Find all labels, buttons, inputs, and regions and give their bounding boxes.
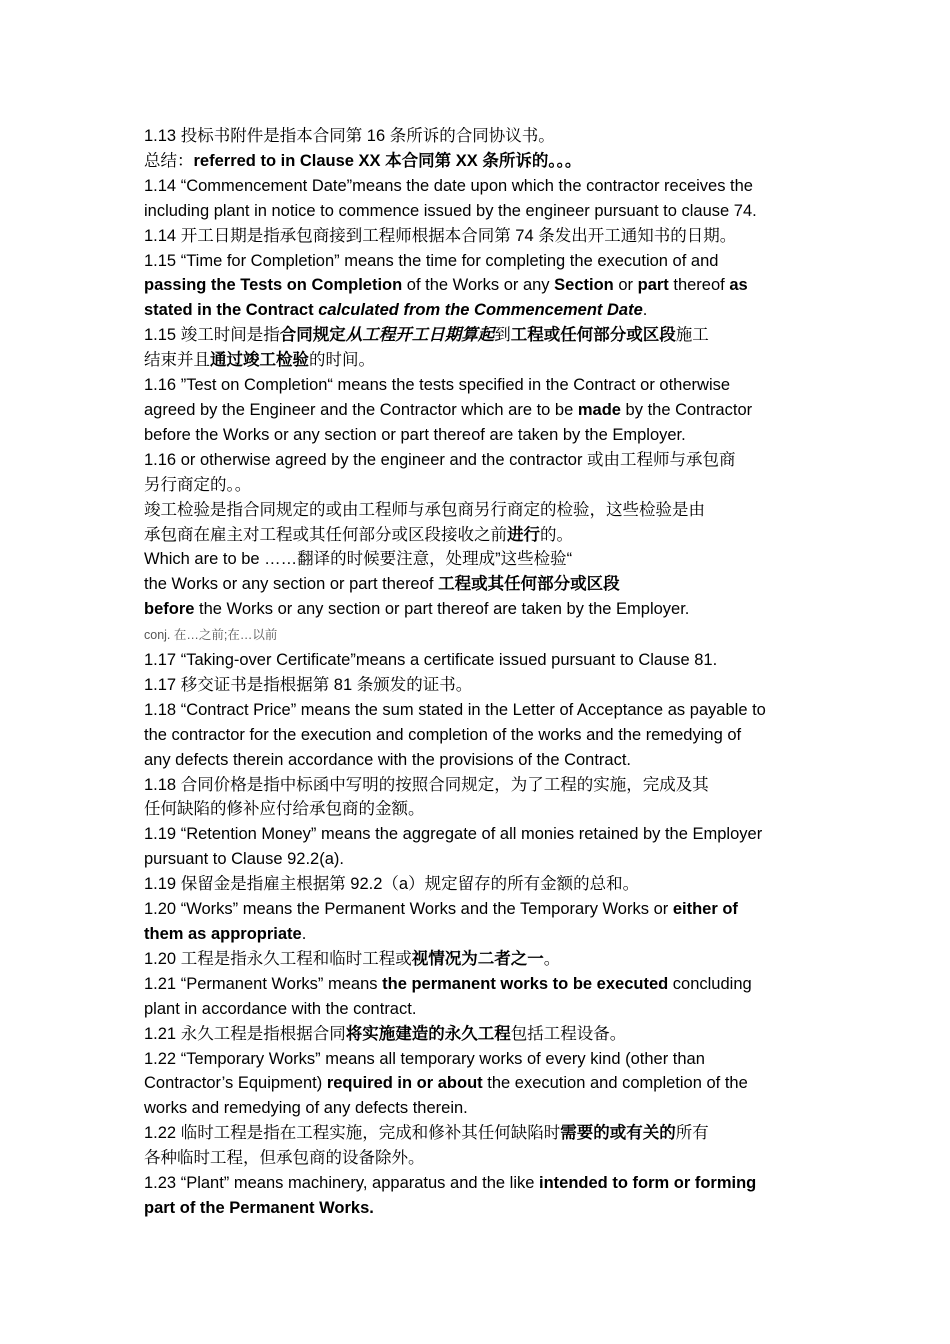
text-run: 1.20 “Works” means the Permanent Works and the Temporary Works or [144, 900, 673, 919]
text-line [144, 1171, 834, 1196]
text-run: 1.16 ”Test on Completion“ means the tests specified in the Contract or otherwise [144, 376, 731, 395]
text-line [144, 1096, 834, 1121]
text-line [144, 124, 834, 149]
text-run: 任何缺陷的修补应付给承包商的金额。 [144, 800, 425, 819]
text-run: 1.18 “Contract Price” means the sum stated in the Letter of Acceptance as payable to [144, 700, 766, 719]
text-run: or [613, 276, 638, 295]
text-line [144, 1146, 834, 1171]
text-run: 承包商在雇主对工程或其任何部分或区段接收之前 [144, 525, 507, 544]
text-line [144, 149, 834, 174]
text-run: Which are to be ……翻译的时候要注意，处理成”这些检验“ [144, 550, 573, 569]
text-run: 1.14 开工日期是指承包商接到工程师根据本合同第 74 条发出开工通知书的日期。 [144, 226, 737, 245]
text-run: 另行商定的。。 [144, 475, 252, 494]
text-run: 1.16 or otherwise agreed by the engineer and the contractor 或由工程师与承包商 [144, 450, 736, 469]
text-run: . [642, 301, 648, 320]
text-run: 1.22 临时工程是指在工程实施，完成和修补其任何缺陷时 [144, 1124, 561, 1143]
text-line [144, 773, 834, 798]
text-line [144, 673, 834, 698]
text-run: the execution and completion of the [482, 1074, 748, 1093]
text-line [144, 1022, 834, 1047]
text-run: 1.15 竣工时间是指 [144, 326, 280, 345]
text-line [144, 547, 834, 572]
text-line [144, 648, 834, 673]
text-run: part [637, 276, 669, 295]
text-line [144, 473, 834, 498]
text-run: as [729, 276, 748, 295]
text-run: the contractor for the execution and completion of the works and the remedying of [144, 725, 742, 744]
text-line [144, 298, 834, 323]
text-run: part of the Permanent Works. [144, 1198, 374, 1217]
text-line [144, 748, 834, 773]
text-run: 1.21 “Permanent Works” means [144, 974, 383, 993]
text-run: of the Works or any [402, 276, 555, 295]
text-line [144, 398, 834, 423]
text-run: including plant in notice to commence issued by the engineer pursuant to clause 74. [144, 201, 757, 220]
text-run: pursuant to Clause 92.2(a). [144, 850, 344, 869]
text-line [144, 174, 834, 199]
text-run: 1.18 合同价格是指中标函中写明的按照合同规定，为了工程的实施，完成及其 [144, 775, 709, 794]
text-line [144, 224, 834, 249]
text-line [144, 947, 834, 972]
text-run: 到 [494, 326, 511, 345]
text-run: 施工 [675, 326, 709, 345]
text-run: 需要的或有关的 [560, 1124, 676, 1143]
text-run: Section [554, 276, 614, 295]
text-line [144, 572, 834, 597]
text-line [144, 698, 834, 723]
text-run: 1.19 “Retention Money” means the aggregate of all monies retained by the Employer [144, 825, 763, 844]
text-run: concluding [668, 974, 752, 993]
text-line [144, 1047, 834, 1072]
text-line [144, 1196, 834, 1221]
text-run: 工程或其任何部分或区段 [438, 575, 620, 594]
text-run: required in or about [326, 1074, 483, 1093]
text-run: 视情况为二者之一 [411, 949, 544, 968]
text-run: before the Works or any section or part thereof are taken by the Employer. [144, 425, 686, 444]
text-run: the Works or any section or part thereof are taken by the Employer. [194, 600, 690, 619]
text-run: passing the Tests on Completion [144, 276, 403, 295]
text-line [144, 423, 834, 448]
text-run: 1.17 移交证书是指根据第 81 条颁发的证书。 [144, 675, 473, 694]
text-run: 工程或任何部分或区段 [510, 326, 676, 345]
text-line [144, 273, 834, 298]
text-run: 1.15 “Time for Completion” means the time for completing the execution of and [144, 251, 719, 270]
text-line [144, 373, 834, 398]
text-run: 1.19 保留金是指雇主根据第 92.2（a）规定留存的所有金额的总和。 [144, 875, 640, 894]
text-line [144, 723, 834, 748]
text-run: Contractor’s Equipment) [144, 1074, 327, 1093]
text-run: 1.23 “Plant” means machinery, apparatus and the like [144, 1174, 539, 1193]
text-run: 的时间。 [309, 351, 375, 370]
text-run: thereof [668, 276, 730, 295]
text-line [144, 448, 834, 473]
text-line [144, 323, 834, 348]
text-run: works and remedying of any defects therein. [144, 1099, 468, 1118]
text-run: 将实施建造的永久工程 [345, 1024, 511, 1043]
text-run: 。 [543, 949, 561, 968]
text-run: 1.21 永久工程是指根据合同 [144, 1024, 346, 1043]
text-run: by the Contractor [620, 400, 753, 419]
text-run: agreed by the Engineer and the Contractor which are to be [144, 400, 578, 419]
text-line [144, 822, 834, 847]
text-line [144, 922, 834, 947]
text-run: plant in accordance with the contract. [144, 999, 417, 1018]
text-line [144, 797, 834, 822]
text-run: 各种临时工程，但承包商的设备除外。 [144, 1149, 425, 1168]
text-run: conj. 在…之前;在…以前 [144, 628, 278, 643]
text-line [144, 997, 834, 1022]
text-run: 总结： [144, 151, 194, 170]
text-run: stated in the Contract [144, 301, 319, 320]
text-line [144, 249, 834, 274]
text-run: 从工程开工日期算起 [345, 326, 495, 345]
text-run: 合同规定 [279, 326, 346, 345]
text-run: the Works or any section or part thereof [144, 575, 439, 594]
text-run: 1.14 “Commencement Date”means the date upon which the contractor receives the [144, 176, 753, 195]
text-run: 1.17 “Taking-over Certificate”means a certificate issued pursuant to Clause 81. [144, 651, 718, 670]
text-run: them as appropriate [144, 925, 302, 943]
text-run: 1.22 “Temporary Works” means all temporary works of every kind (other than [144, 1049, 705, 1068]
text-line [144, 498, 834, 523]
text-run: 进行 [507, 525, 540, 544]
text-line [144, 847, 834, 872]
text-run: the permanent works to be executed [382, 974, 669, 993]
text-run: made [577, 400, 621, 419]
document-body [144, 124, 834, 1221]
text-run: 1.20 工程是指永久工程和临时工程或 [144, 949, 412, 968]
text-run: 的。 [540, 525, 573, 544]
text-run: 所有 [675, 1124, 709, 1143]
text-line [144, 872, 834, 897]
text-line [144, 199, 834, 224]
text-line [144, 1121, 834, 1146]
text-line [144, 1071, 834, 1096]
text-run: intended to form or forming [539, 1174, 757, 1193]
text-run: 通过竣工检验 [210, 351, 309, 370]
text-line [144, 972, 834, 997]
text-run: referred to in Clause XX 本合同第 XX 条所诉的。。。 [193, 151, 582, 170]
text-run: either of [672, 900, 738, 919]
text-run: 1.13 投标书附件是指本合同第 16 条所诉的合同协议书。 [144, 127, 555, 145]
text-run: any defects therein accordance with the provisions of the Contract. [144, 750, 632, 769]
text-line [144, 622, 834, 648]
text-run: 竣工检验是指合同规定的或由工程师与承包商另行商定的检验，这些检验是由 [144, 500, 705, 519]
text-line [144, 897, 834, 922]
text-line [144, 597, 834, 622]
text-run: . [301, 925, 307, 943]
text-run: 包括工程设备。 [510, 1024, 627, 1043]
text-run: calculated from the Commencement Date [318, 301, 643, 320]
text-run: 结束并且 [144, 351, 210, 370]
text-line [144, 348, 834, 373]
text-line [144, 523, 834, 548]
text-run: before [144, 600, 195, 619]
